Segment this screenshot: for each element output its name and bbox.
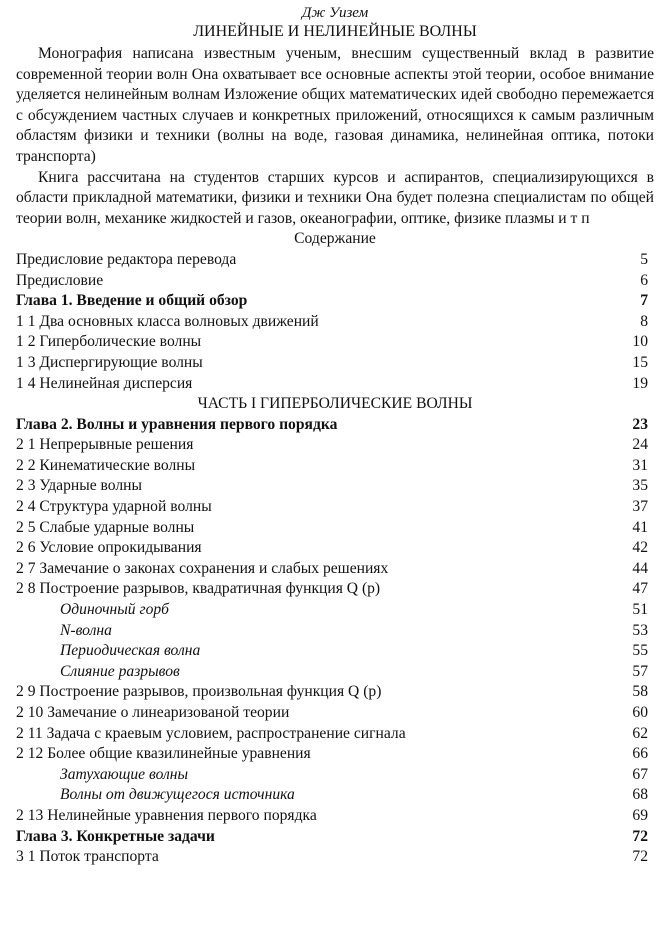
toc-entry	[16, 765, 654, 786]
toc-page-number: 72	[632, 827, 648, 845]
toc-entry-title: Глава 3. Конкретные задачи	[16, 827, 215, 845]
toc-page-number: 66	[632, 745, 648, 763]
toc-entry-title: 2 13 Нелинейные уравнения первого порядка	[16, 806, 317, 824]
toc-entry	[16, 847, 654, 868]
toc-entry	[16, 662, 654, 683]
toc-entry-title: Одиночный горб	[60, 601, 170, 619]
toc-entry-title: Предисловие	[16, 271, 104, 289]
toc-page-number: 68	[632, 786, 648, 804]
toc-page-number: 69	[632, 806, 648, 824]
toc-entry-title: 2 4 Структура ударной волны	[16, 498, 212, 516]
toc-page-number: 57	[632, 662, 648, 680]
toc-page-number: 44	[632, 559, 648, 577]
toc-entry-title: 2 12 Более общие квазилинейные уравнения	[16, 745, 311, 763]
toc-entry	[16, 724, 654, 745]
toc-page-number: 8	[640, 312, 648, 330]
toc-page-number: 19	[632, 374, 648, 392]
toc-entry	[16, 703, 654, 724]
toc-page-number: 62	[632, 724, 648, 742]
toc-entry-title: Затухающие волны	[60, 765, 189, 783]
toc-chapter	[16, 291, 654, 312]
toc-entry	[16, 559, 654, 580]
toc-page-number: 37	[632, 498, 648, 516]
toc-entry-title: 2 5 Слабые ударные волны	[16, 518, 195, 536]
toc-entry-title: 1 4 Нелинейная дисперсия	[16, 374, 193, 392]
toc-page-number: 10	[632, 333, 648, 351]
toc-entry	[16, 641, 654, 662]
toc-entry-title: 2 9 Построение разрывов, произвольная функция Q (р)	[16, 683, 382, 701]
annotation-paragraph-2: Книга рассчитана на студентов старших курсов и аспирантов, специализирующихся в области прикладной математики, физики и техники Она будет полезна специалистам по общей теории волн, механике жидкостей и газов, океанографии, оптике, физике плазмы и т п	[16, 168, 654, 227]
annotation-paragraph-1: Монография написана известным ученым, внесшим существенный вклад в развитие современной теории волн Она охватывает все основные аспекты этой теории, особое внимание уделяется нелинейным волнам Изложение общих математических идей свободно перемежается с обсуждением частных случаев и конкретных приложений, относящихся к самым различным областям физики и техники (волны на воде, газовая динамика, нелинейная оптика, потоки транспорта)	[16, 45, 654, 165]
toc-entry	[16, 497, 654, 518]
toc-entry-title: Слияние разрывов	[60, 662, 180, 680]
toc-entry	[16, 682, 654, 703]
toc-entry	[16, 600, 654, 621]
toc-page-number: 51	[632, 601, 648, 619]
toc-entry	[16, 744, 654, 765]
toc-entry	[16, 806, 654, 827]
toc-page-number: 53	[632, 621, 648, 639]
toc-page-number: 15	[632, 353, 648, 371]
toc-page-number: 72	[632, 848, 648, 866]
toc-page-number: 31	[632, 456, 648, 474]
toc-entry	[16, 621, 654, 642]
toc-part-heading	[16, 394, 654, 415]
toc-entry-title: N-волна	[60, 621, 112, 639]
toc-page-number: 41	[632, 518, 648, 536]
toc-page-number: 42	[632, 539, 648, 557]
toc-page-number: 47	[632, 580, 648, 598]
toc-entry-title: Предисловие редактора перевода	[16, 250, 237, 268]
toc-entry	[16, 250, 654, 271]
toc-entry	[16, 374, 654, 395]
toc-entry-title: 2 2 Кинематические волны	[16, 456, 196, 474]
toc-entry	[16, 476, 654, 497]
toc-entry-title: 2 6 Условие опрокидывания	[16, 539, 202, 557]
toc-entry	[16, 332, 654, 353]
toc-entry-title: 3 1 Поток транспорта	[16, 848, 159, 866]
toc-entry-title: 2 10 Замечание о линеаризованой теории	[16, 704, 290, 721]
toc-page-number: 58	[632, 683, 648, 701]
toc-entry	[16, 435, 654, 456]
toc-page-number: 35	[632, 477, 648, 495]
toc-entry-title: Волны от движущегося источника	[60, 786, 295, 804]
toc-entry-title: Глава 2. Волны и уравнения первого порядка	[16, 415, 338, 433]
toc-entry	[16, 271, 654, 292]
toc-entry-title: 2 1 Непрерывные решения	[16, 436, 194, 454]
toc-entry-title: Глава 1. Введение и общий обзор	[16, 292, 248, 310]
contents-heading: Содержание	[294, 230, 376, 248]
toc-entry	[16, 579, 654, 600]
toc-page-number: 5	[640, 250, 648, 268]
toc-page-number: 7	[640, 292, 648, 310]
toc-page-number: 60	[632, 704, 648, 721]
toc-entry-title: 2 7 Замечание о законах сохранения и слабых решениях	[16, 559, 389, 577]
book-title: ЛИНЕЙНЫЕ И НЕЛИНЕЙНЫЕ ВОЛНЫ	[193, 23, 477, 40]
toc-entry-title: 2 8 Построение разрывов, квадратичная функция Q (р)	[16, 580, 381, 598]
toc-page-number: 24	[632, 436, 648, 454]
toc-entry	[16, 785, 654, 806]
toc-entry	[16, 456, 654, 477]
toc-entry-title: 2 11 Задача с краевым условием, распространение сигнала	[16, 724, 406, 742]
author: Дж Уизем	[301, 5, 369, 21]
toc-page-number: 23	[632, 415, 648, 433]
toc-entry	[16, 312, 654, 333]
toc-page-number: 6	[640, 271, 648, 289]
table-of-contents	[16, 250, 654, 868]
toc-entry	[16, 353, 654, 374]
toc-entry-title: ЧАСТЬ I ГИПЕРБОЛИЧЕСКИЕ ВОЛНЫ	[197, 395, 473, 413]
toc-page-number: 67	[632, 765, 648, 783]
toc-entry-title: 2 3 Ударные волны	[16, 477, 142, 495]
toc-entry-title: Периодическая волна	[60, 642, 201, 660]
toc-chapter	[16, 827, 654, 848]
toc-entry	[16, 538, 654, 559]
toc-entry-title: 1 3 Диспергирующие волны	[16, 353, 203, 371]
toc-entry-title: 1 1 Два основных класса волновых движений	[16, 312, 319, 330]
toc-chapter	[16, 415, 654, 436]
toc-entry-title: 1 2 Гиперболические волны	[16, 333, 202, 351]
toc-entry	[16, 518, 654, 539]
toc-page-number: 55	[632, 642, 648, 660]
